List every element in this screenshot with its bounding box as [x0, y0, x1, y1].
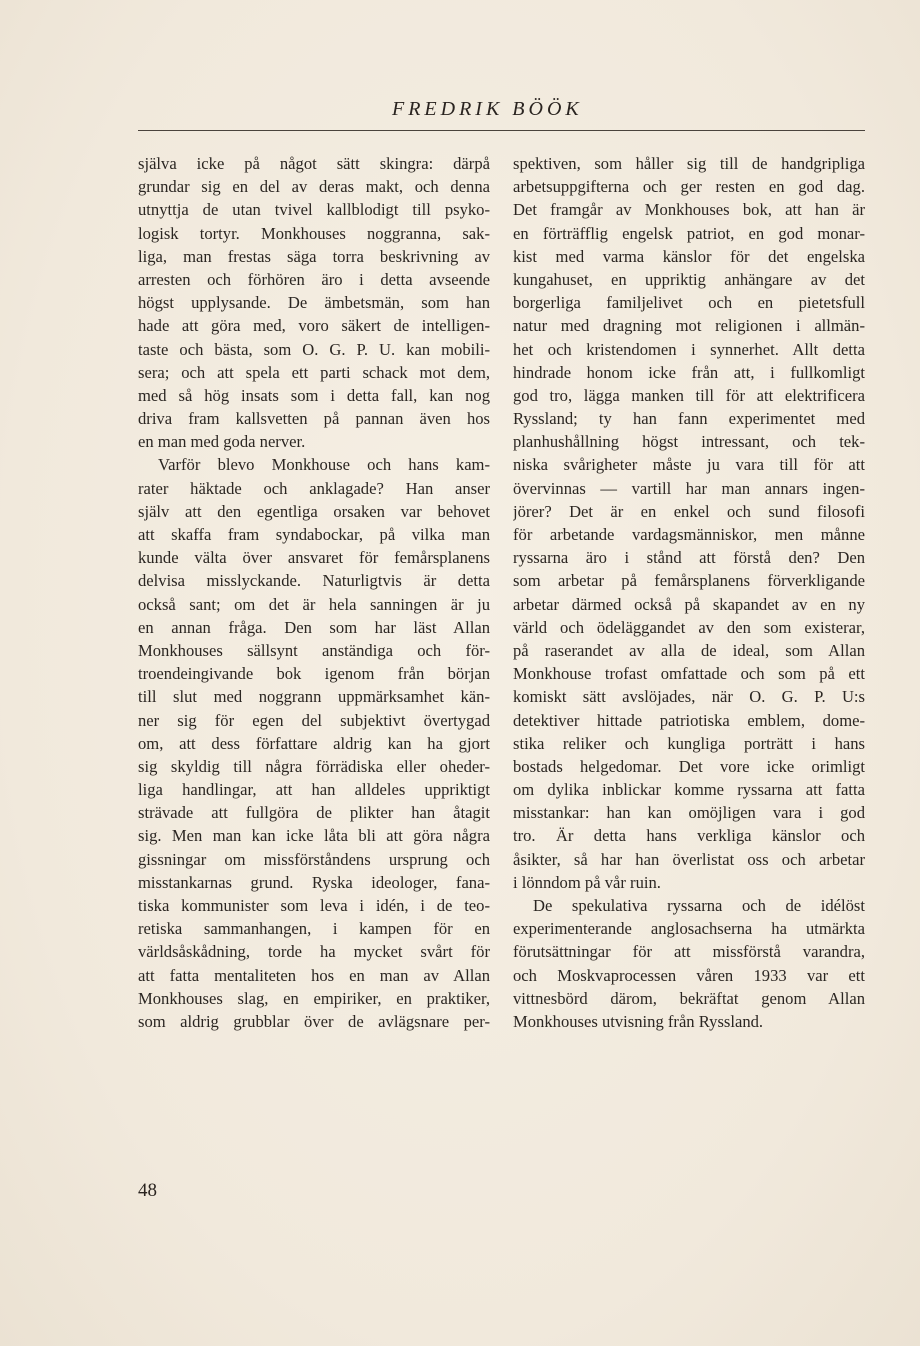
text-line: Ryssland; ty han fann experimentet med [513, 409, 865, 429]
text-line: kist med varma känslor för det engelska [513, 246, 865, 266]
text-line: troendeingivande bok igenom från början [138, 664, 490, 684]
text-line: Monkhouse trofast omfattade och som på ett [513, 664, 865, 684]
text-line: taste och bästa, som O. G. P. U. kan mobili- [138, 339, 490, 359]
text-line: åsikter, så har han överlistat oss och arbetar [513, 849, 865, 869]
text-line: bostads helgedomar. Det vore icke orimligt [513, 756, 865, 776]
text-line: niska svårigheter måste ju vara till för att [513, 455, 865, 475]
text-line: strävade att fullgöra de plikter han åtagit [138, 803, 490, 823]
text-line: logisk tortyr. Monkhouses noggranna, sak- [138, 223, 490, 243]
text-line: värld och ödeläggandet av den som existerar, [513, 617, 865, 637]
text-line: liga, man frestas säga torra beskrivning av [138, 246, 490, 266]
text-line: het och kristendomen i synnerhet. Allt detta [513, 339, 865, 359]
text-line: med så hög insats som i detta fall, kan nog [138, 385, 490, 405]
text-line: Det framgår av Monkhouses bok, att han är [513, 200, 865, 220]
text-line: Monkhouses slag, en empiriker, en praktiker, [138, 988, 490, 1008]
text-line: själv att den egentliga orsaken var behovet [138, 501, 490, 521]
text-line: liga handlingar, att han alldeles uppriktigt [138, 780, 490, 800]
text-line: stika reliker och kungliga porträtt i hans [513, 733, 865, 753]
text-line: ner sig för egen del subjektivt övertygad [138, 710, 490, 730]
text-line: själva icke på något sätt skingra: därpå [138, 154, 490, 173]
text-line: på raserandet av alla de ideal, som Allan [513, 640, 865, 660]
text-line: en annan fråga. Den som har läst Allan [138, 617, 490, 637]
text-line: Monkhouses utvisning från Ryssland. [513, 1011, 764, 1031]
text-line: högst upplysande. De ämbetsmän, som han [138, 293, 490, 313]
text-line: driva fram kallsvetten på pannan även hos [138, 409, 490, 429]
text-line: att skaffa fram syndabockar, på vilka man [138, 525, 490, 544]
text-line: världsåskådning, torde ha mycket svårt för [138, 942, 490, 962]
text-line: i lönndom på vår ruin. [513, 872, 661, 892]
text-line: natur med dragning mot religionen i allmän- [513, 316, 865, 336]
text-line: om dylika inblickar komme ryssarna att fatta [513, 780, 865, 800]
text-line: grundar sig en del av deras makt, och denna [138, 177, 490, 197]
text-line: spektiven, som håller sig till de handgripliga [513, 154, 865, 173]
text-line: också sant; om det är hela sanningen är ju [138, 594, 490, 614]
text-line: jörer? Det är en enkel och sund filosofi [513, 501, 865, 521]
text-line: övervinnas — vartill har man annars ingen- [513, 478, 865, 498]
text-line: arresten och förhören äro i detta avseende [138, 269, 490, 289]
text-line: hindrade honom icke från att, i fullkomligt [513, 362, 865, 382]
text-line: sera; och att spela ett parti schack mot dem, [138, 362, 490, 382]
text-line: tiska kommunister som leva i idén, i de teo- [138, 896, 490, 915]
running-title: FREDRIK BÖÖK [392, 98, 583, 120]
text-line: delvisa misslyckande. Naturligtvis är detta [138, 571, 490, 591]
text-line: sig. Men man kan icke låta bli att göra några [138, 826, 490, 846]
right-text-column [513, 152, 865, 1033]
text-line: hade att göra med, voro säkert de intelligen- [138, 316, 490, 336]
text-line: till slut med noggrann uppmärksamhet kän- [138, 687, 490, 707]
left-text-column [138, 152, 490, 1033]
text-line: sig skyldig till några förrädiska eller oheder- [138, 756, 490, 776]
text-line: för arbetande vardagsmänniskor, men månne [513, 525, 865, 544]
text-line: som aldrig grubblar över de avlägsnare per- [138, 1011, 490, 1031]
text-line: Monkhouses sällsynt anständiga och för- [138, 640, 490, 660]
text-line: utnyttja de utan tvivel kallblodigt till psyko- [138, 200, 490, 220]
text-line: misstankarnas grund. Ryska ideologer, fana- [138, 872, 490, 892]
text-line: komiskt sätt avslöjades, när O. G. P. U:s [513, 687, 865, 707]
text-line: borgerliga familjelivet och en pietetsfull [513, 293, 865, 313]
text-line: god tro, lägga manken till för att elektrificera [513, 385, 865, 405]
text-line: som arbetar på femårsplanens förverkligande [513, 571, 865, 591]
text-line: arbetsuppgifterna och ger resten en god dag. [513, 177, 865, 197]
text-line: De spekulativa ryssarna och de idélöst [533, 896, 865, 915]
page-number: 48 [138, 1180, 157, 1201]
header-rule [138, 130, 865, 131]
text-line: om, att dess författare aldrig kan ha gjort [138, 733, 490, 753]
text-line: retiska sammanhangen, i kampen för en [138, 919, 490, 939]
text-line: planhushållning högst intressant, och tek- [513, 432, 865, 452]
text-line: rater häktade och anklagade? Han anser [138, 478, 490, 498]
text-line: detektiver hittade patriotiska emblem, dome- [513, 710, 865, 730]
text-line: att fatta mentaliteten hos en man av Allan [138, 965, 490, 985]
text-line: och Moskvaprocessen våren 1933 var ett [513, 965, 865, 985]
text-line: arbetar därmed också på skapandet av en ny [513, 594, 865, 614]
text-line: Varför blevo Monkhouse och hans kam- [158, 455, 490, 475]
text-line: gissningar om missförståndens ursprung och [138, 849, 490, 869]
text-line: vittnesbörd därom, bekräftat genom Allan [513, 988, 865, 1008]
text-line: en man med goda nerver. [138, 432, 306, 452]
text-line: en förträfflig engelsk patriot, en god monar- [513, 223, 865, 243]
text-line: kunde välta över ansvaret för femårsplanens [138, 548, 490, 568]
text-line: ryssarna äro i stånd att förstå den? Den [513, 548, 865, 568]
text-line: förutsättningar för att missförstå varandra, [513, 942, 865, 962]
text-line: kungahuset, en uppriktig anhängare av det [513, 269, 865, 289]
text-line: misstankar: han kan omöjligen vara i god [513, 803, 865, 823]
text-line: tro. Är detta hans verkliga känslor och [513, 826, 865, 846]
text-line: experimenterande anglosachserna ha utmärkta [513, 919, 865, 939]
